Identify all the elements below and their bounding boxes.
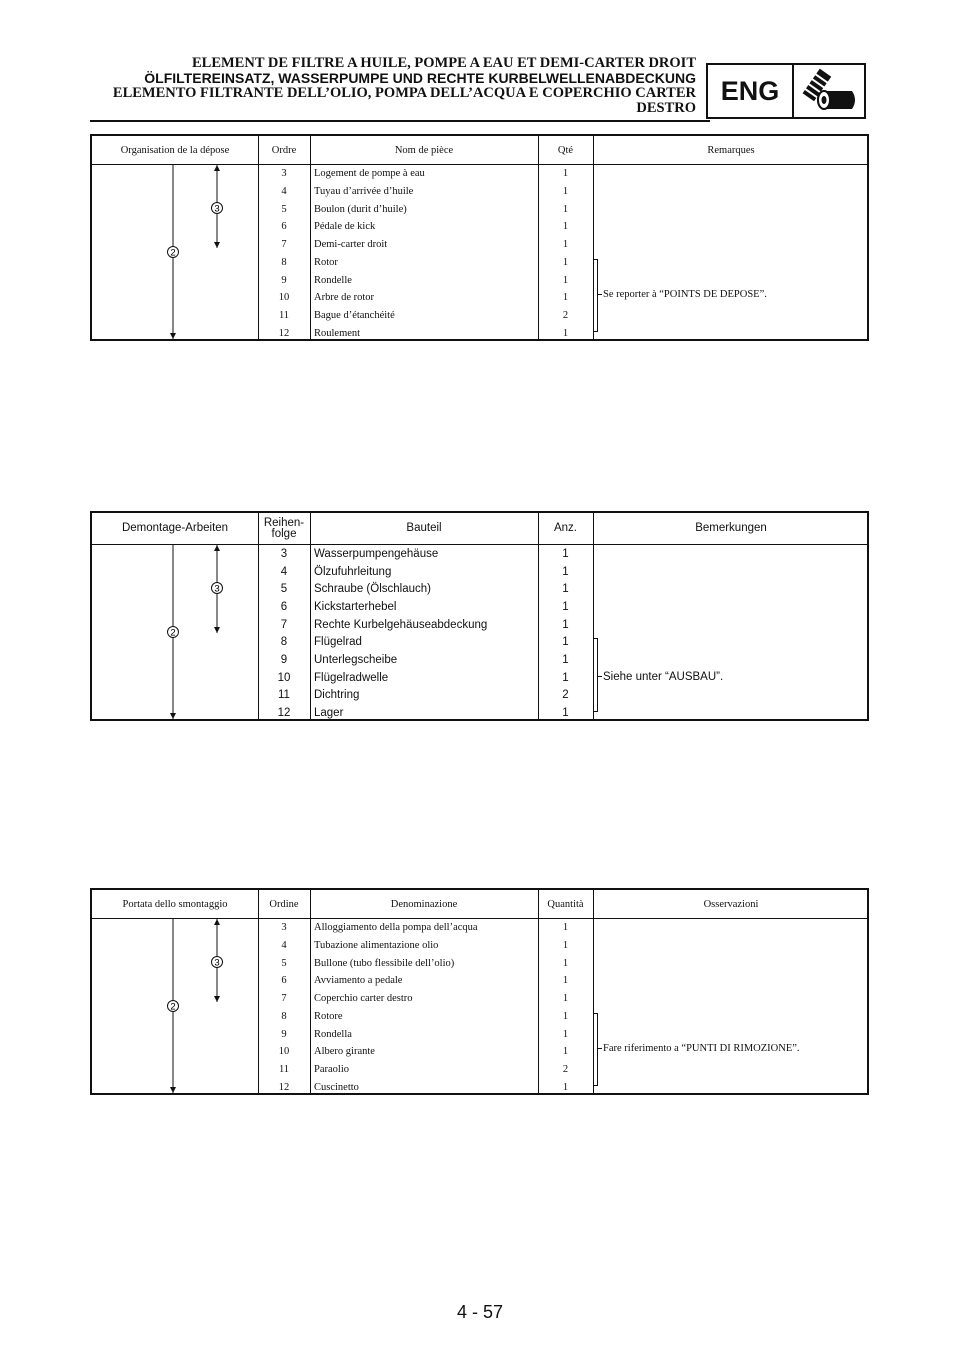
remark-text: Fare riferimento a “PUNTI DI RIMOZIONE”. xyxy=(603,1043,800,1054)
table-cell-part: Lager xyxy=(314,707,344,720)
header-line-it: ELEMENTO FILTRANTE DELL’OLIO, POMPA DELL’ACQUA E COPERCHIO CARTER xyxy=(112,85,696,101)
table-cell-order: 10 xyxy=(278,292,290,304)
table-cell-part: Rondelle xyxy=(314,274,352,286)
table-cell-part: Arbre de rotor xyxy=(314,292,375,304)
step-marker-inner-label: 3 xyxy=(214,583,220,595)
table-cell-qty: 1 xyxy=(562,671,569,684)
engine-bolt-icon xyxy=(794,65,864,117)
table-cell-part: Tubazione alimentazione olio xyxy=(314,940,439,952)
col-header-order: Ordre xyxy=(271,144,297,156)
table-cell-qty: 1 xyxy=(562,600,569,613)
table-cell-order: 10 xyxy=(278,1046,290,1058)
table-cell-qty: 1 xyxy=(562,618,569,631)
table-cell-qty: 2 xyxy=(562,689,569,702)
table-cell-order: 6 xyxy=(281,221,287,233)
step-marker-outer-label: 2 xyxy=(170,1001,176,1013)
table-cell-order: 7 xyxy=(280,618,288,631)
table-cell-qty: 1 xyxy=(562,274,569,286)
table-cell-part: Boulon (durit d’huile) xyxy=(314,203,407,215)
page-header xyxy=(90,56,696,116)
remark-bracket xyxy=(593,1013,598,1086)
table-cell-qty: 1 xyxy=(562,292,569,304)
column-divider xyxy=(310,136,311,339)
table-cell-order: 4 xyxy=(281,940,287,952)
header-line-de: ÖLFILTEREINSATZ, WASSERPUMPE UND RECHTE KURBELWELLENABDECKUNG xyxy=(144,70,696,86)
table-cell-order: 6 xyxy=(281,975,287,987)
column-divider xyxy=(310,890,311,1093)
table-cell-order: 11 xyxy=(278,689,290,702)
remark-bracket xyxy=(593,638,598,712)
step-range-arrows xyxy=(92,544,258,721)
removal-table-de xyxy=(90,511,869,721)
table-cell-qty: 1 xyxy=(562,327,569,339)
section-badge xyxy=(706,63,866,119)
table-cell-qty: 1 xyxy=(562,957,569,969)
table-cell-order: 3 xyxy=(281,922,287,934)
table-cell-order: 9 xyxy=(280,654,288,667)
table-cell-part: Unterlegscheibe xyxy=(314,654,398,667)
table-cell-order: 5 xyxy=(281,203,287,215)
table-cell-qty: 1 xyxy=(562,221,569,233)
table-cell-order: 8 xyxy=(281,256,287,268)
table-cell-order: 10 xyxy=(277,671,291,684)
table-cell-part: Flügelrad xyxy=(314,636,362,649)
table-cell-qty: 1 xyxy=(562,922,569,934)
col-header-step: Demontage-Arbeiten xyxy=(121,522,229,534)
table-cell-qty: 1 xyxy=(562,547,569,560)
table-cell-qty: 1 xyxy=(562,940,569,952)
table-cell-part: Ölzufuhrleitung xyxy=(314,565,392,578)
table-cell-qty: 1 xyxy=(562,707,569,720)
table-cell-order: 5 xyxy=(281,957,287,969)
table-cell-part: Rondella xyxy=(314,1028,352,1040)
table-cell-qty: 1 xyxy=(562,1010,569,1022)
col-header-qty: Anz. xyxy=(553,522,577,534)
table-cell-part: Alloggiamento della pompa dell’acqua xyxy=(314,922,478,934)
table-cell-order: 12 xyxy=(278,1081,290,1093)
remark-bracket xyxy=(593,259,598,332)
table-cell-qty: 2 xyxy=(562,309,569,321)
table-cell-qty: 1 xyxy=(562,565,569,578)
page-number: 4 - 57 xyxy=(456,1302,504,1322)
table-cell-part: Tuyau d’arrivée d’huile xyxy=(314,186,414,198)
step-range-arrows xyxy=(92,918,258,1095)
col-header-part: Bauteil xyxy=(406,522,442,534)
table-cell-order: 9 xyxy=(281,1028,287,1040)
header-line-it-2: DESTRO xyxy=(636,100,696,116)
table-cell-qty: 1 xyxy=(562,186,569,198)
col-header-order-line2: folge xyxy=(271,527,297,540)
step-marker-inner-label: 3 xyxy=(214,957,220,969)
table-cell-order: 12 xyxy=(278,327,290,339)
header-line-fr: ELEMENT DE FILTRE A HUILE, POMPE A EAU ET DEMI-CARTER DROIT xyxy=(191,55,696,71)
table-cell-part: Wasserpumpengehäuse xyxy=(314,547,439,560)
header-rule xyxy=(90,120,710,122)
step-range-arrows xyxy=(92,164,258,341)
col-header-remarks: Osservazioni xyxy=(703,898,759,910)
table-header xyxy=(92,890,867,919)
table-cell-part: Paraolio xyxy=(314,1063,349,1075)
removal-table-it xyxy=(90,888,869,1095)
table-cell-order: 7 xyxy=(281,993,287,1005)
table-cell-part: Rotor xyxy=(314,256,338,268)
removal-table-fr xyxy=(90,134,869,341)
table-cell-qty: 1 xyxy=(562,583,569,596)
col-header-part: Denominazione xyxy=(390,898,458,910)
table-cell-part: Albero girante xyxy=(314,1046,375,1058)
table-cell-part: Dichtring xyxy=(314,689,360,702)
table-cell-qty: 1 xyxy=(562,993,569,1005)
remark-bracket-tick xyxy=(597,1048,602,1049)
table-cell-order: 7 xyxy=(281,239,287,251)
table-cell-qty: 1 xyxy=(562,1081,569,1093)
table-cell-part: Cuscinetto xyxy=(314,1081,359,1093)
remark-bracket-tick xyxy=(597,294,602,295)
col-header-qty: Qté xyxy=(557,144,574,156)
table-cell-order: 3 xyxy=(280,547,288,560)
table-header xyxy=(92,136,867,165)
table-cell-part: Demi-carter droit xyxy=(314,239,388,251)
table-cell-order: 11 xyxy=(278,1063,290,1075)
col-header-step: Portata dello smontaggio xyxy=(122,898,228,910)
table-cell-order: 11 xyxy=(278,309,290,321)
remark-bracket-tick xyxy=(597,676,602,677)
step-marker-outer-label: 2 xyxy=(170,247,176,259)
table-cell-qty: 1 xyxy=(562,256,569,268)
col-header-order: Ordine xyxy=(269,898,299,910)
table-cell-order: 4 xyxy=(280,565,288,578)
table-cell-part: Roulement xyxy=(314,327,361,339)
table-cell-qty: 1 xyxy=(562,1028,569,1040)
table-cell-order: 6 xyxy=(280,600,288,613)
table-cell-part: Bullone (tubo flessibile dell’olio) xyxy=(314,957,455,969)
remark-text: Siehe unter “AUSBAU”. xyxy=(603,670,724,683)
table-cell-part: Kickstarterhebel xyxy=(314,600,397,613)
table-cell-part: Rotore xyxy=(314,1010,343,1022)
step-marker-inner-label: 3 xyxy=(214,203,220,215)
col-header-order xyxy=(258,513,310,544)
table-cell-qty: 1 xyxy=(562,636,569,649)
remark-text: Se reporter à “POINTS DE DEPOSE”. xyxy=(603,289,767,300)
col-header-remarks: Bemerkungen xyxy=(695,522,767,534)
table-cell-order: 4 xyxy=(281,186,287,198)
col-header-part: Nom de pièce xyxy=(394,144,454,156)
col-header-order-line1: Reihen- xyxy=(263,516,305,529)
table-cell-order: 8 xyxy=(281,1010,287,1022)
table-cell-qty: 1 xyxy=(562,654,569,667)
table-cell-part: Bague d’étanchéité xyxy=(314,309,395,321)
table-cell-order: 9 xyxy=(281,274,287,286)
col-header-qty: Quantità xyxy=(547,898,584,910)
table-cell-order: 8 xyxy=(280,636,288,649)
section-badge-label: ENG xyxy=(708,65,794,117)
table-cell-part: Pédale de kick xyxy=(314,221,376,233)
table-cell-qty: 2 xyxy=(562,1063,569,1075)
col-header-step: Organisation de la dépose xyxy=(120,144,230,156)
table-cell-qty: 1 xyxy=(562,1046,569,1058)
table-cell-part: Schraube (Ölschlauch) xyxy=(314,583,431,596)
table-cell-part: Rechte Kurbelgehäuseabdeckung xyxy=(314,618,488,631)
table-cell-order: 12 xyxy=(277,707,291,720)
table-cell-order: 3 xyxy=(281,168,287,180)
table-cell-part: Avviamento a pedale xyxy=(314,975,403,987)
table-cell-part: Coperchio carter destro xyxy=(314,993,413,1005)
step-marker-outer-label: 2 xyxy=(170,627,176,639)
table-header xyxy=(92,513,867,545)
table-cell-part: Flügelradwelle xyxy=(314,671,389,684)
table-cell-qty: 1 xyxy=(562,203,569,215)
table-cell-qty: 1 xyxy=(562,168,569,180)
column-divider xyxy=(310,513,311,719)
table-cell-qty: 1 xyxy=(562,975,569,987)
table-cell-qty: 1 xyxy=(562,239,569,251)
table-cell-order: 5 xyxy=(280,583,288,596)
col-header-remarks: Remarques xyxy=(707,144,755,156)
table-cell-part: Logement de pompe à eau xyxy=(314,168,425,180)
